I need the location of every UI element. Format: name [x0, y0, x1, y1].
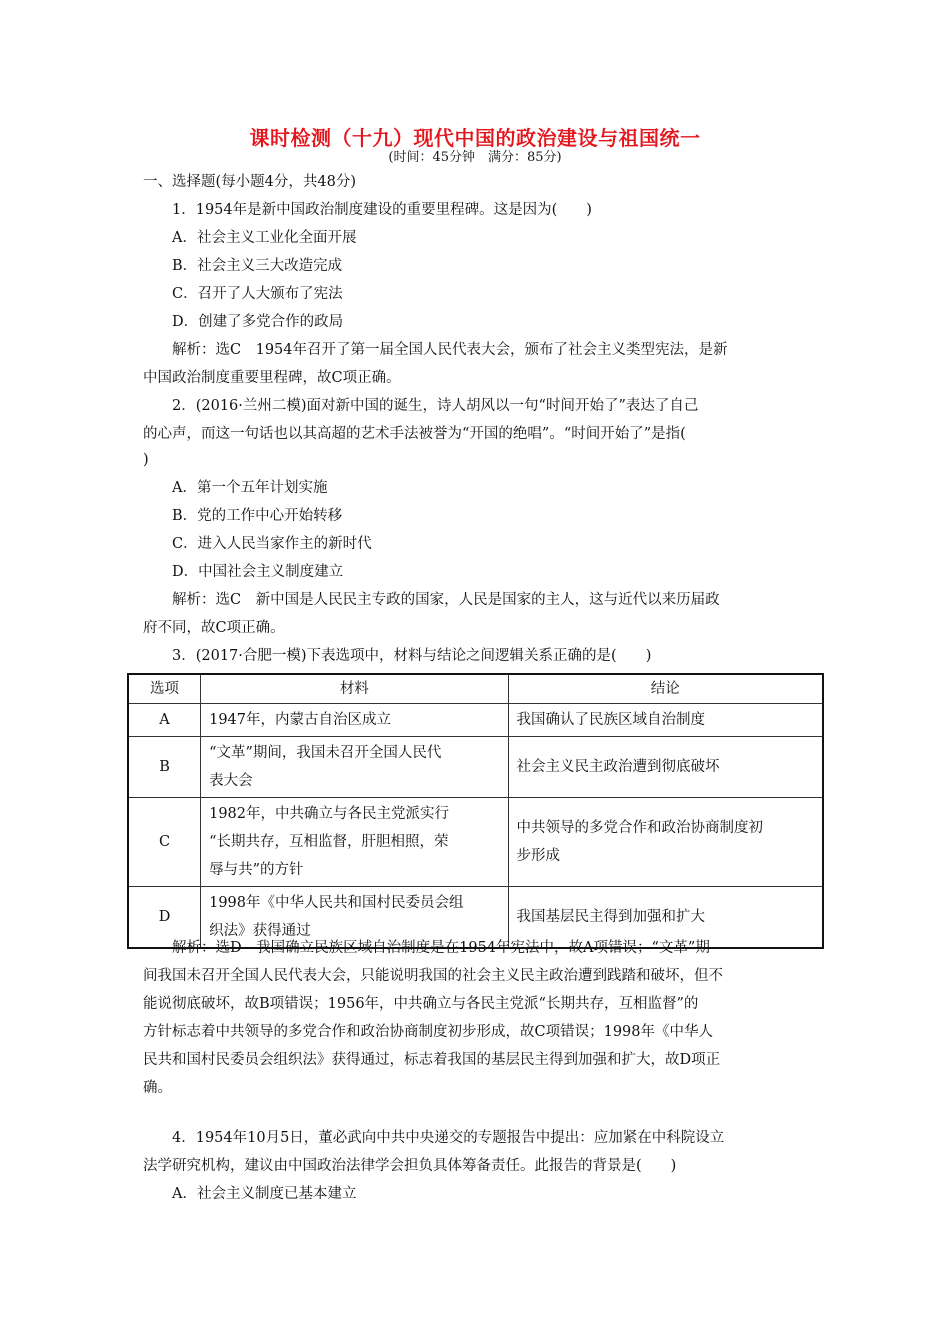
table-cell-conclusion: [508, 798, 823, 887]
question-3-analysis-line: 方针标志着中共领导的多党合作和政治协商制度初步形成，故C项错误；1998年《中华人: [143, 1024, 713, 1040]
table-cell-conclusion: [508, 704, 823, 737]
cell-line: 中共领导的多党合作和政治协商制度初: [516, 820, 764, 836]
page-subtitle: (时间：45分钟 满分：85分): [388, 150, 562, 165]
table-cell-option: A: [128, 704, 201, 737]
question-3-analysis-line: 民共和国村民委员会组织法》获得通过，标志着我国的基层民主得到加强和扩大，故D项正: [143, 1052, 721, 1068]
cell-line: 社会主义民主政治遭到彻底破坏: [516, 759, 720, 775]
page-title: 课时检测（十九）现代中国的政治建设与祖国统一: [249, 126, 701, 150]
cell-line: 1947年，内蒙古自治区成立: [209, 712, 391, 728]
table-cell-material: [201, 798, 508, 887]
cell-line: 1982年，中共确立与各民主党派实行: [209, 806, 449, 822]
table-cell-option: D: [128, 887, 201, 949]
question-1-option-b: B．社会主义三大改造完成: [172, 258, 343, 274]
table-cell-option: B: [128, 737, 201, 798]
table-row: [128, 798, 823, 887]
table-header-option: 选项: [128, 674, 201, 704]
question-4-option-a: A．社会主义制度已基本建立: [172, 1186, 357, 1202]
cell-line: “文革”期间，我国未召开全国人民代: [209, 745, 442, 761]
question-1-analysis-line: 解析：选C 1954年召开了第一届全国人民代表大会，颁布了社会主义类型宪法，是新: [172, 342, 728, 358]
table-row: [128, 737, 823, 798]
table-row: [128, 704, 823, 737]
question-1-option-c: C．召开了人大颁布了宪法: [172, 286, 343, 302]
cell-line: “长期共存，互相监督，肝胆相照，荣: [209, 834, 449, 850]
question-2-analysis-line: 解析：选C 新中国是人民民主专政的国家，人民是国家的主人，这与近代以来历届政: [172, 592, 720, 608]
cell-line: 我国基层民主得到加强和扩大: [516, 909, 706, 925]
question-2-option-b: B．党的工作中心开始转移: [172, 508, 343, 524]
table-cell-material: [201, 737, 508, 798]
question-3-analysis-line: 确。: [143, 1080, 172, 1096]
table-cell-conclusion: [508, 737, 823, 798]
question-3-analysis-line: 间我国未召开全国人民代表大会，只能说明我国的社会主义民主政治遭到践踏和破坏，但不: [143, 968, 723, 984]
cell-line: 我国确认了民族区域自治制度: [516, 712, 706, 728]
cell-line: 表大会: [209, 773, 253, 789]
question-1-option-d: D．创建了多党合作的政局: [172, 314, 344, 330]
question-1-option-a: A．社会主义工业化全面开展: [172, 230, 357, 246]
question-1-stem: 1．1954年是新中国政治制度建设的重要里程碑。这是因为( ): [172, 202, 592, 218]
table-cell-material: [201, 704, 508, 737]
question-2-analysis-line: 府不同，故C项正确。: [143, 620, 285, 636]
question-4-stem-line: 法学研究机构，建议由中国政治法律学会担负具体筹备责任。此报告的背景是( ): [143, 1158, 677, 1174]
question-3-analysis-line: 解析：选D 我国确立民族区域自治制度是在1954年宪法中，故A项错误；“文革”期: [172, 940, 710, 956]
question-4-stem-line: 4．1954年10月5日，董必武向中共中央递交的专题报告中提出：应加紧在中科院设立: [172, 1130, 725, 1146]
table-header-material: 材料: [201, 674, 508, 704]
question-2-stem-line: ): [143, 452, 149, 468]
question-1-analysis-line: 中国政治制度重要里程碑，故C项正确。: [143, 370, 401, 386]
options-table: [127, 673, 824, 949]
cell-line: 1998年《中华人民共和国村民委员会组: [209, 895, 464, 911]
table-header-row: [128, 674, 823, 704]
section-heading: 一、选择题(每小题4分，共48分): [143, 174, 356, 190]
question-3-stem: 3．(2017·合肥一模)下表选项中，材料与结论之间逻辑关系正确的是( ): [172, 648, 652, 664]
table-cell-option: C: [128, 798, 201, 887]
question-3-analysis-line: 能说彻底破坏，故B项错误；1956年，中共确立与各民主党派“长期共存，互相监督”的: [143, 996, 699, 1012]
question-2-option-d: D．中国社会主义制度建立: [172, 564, 344, 580]
cell-line: 步形成: [516, 848, 561, 864]
question-2-stem-line: 的心声，而这一句话也以其高超的艺术手法被誉为“开国的绝唱”。“时间开始了”是指(: [143, 426, 686, 442]
table-header-conclusion: 结论: [508, 674, 823, 704]
question-2-stem-line: 2．(2016·兰州二模)面对新中国的诞生，诗人胡风以一句“时间开始了”表达了自己: [172, 398, 699, 414]
question-2-option-a: A．第一个五年计划实施: [172, 480, 328, 496]
cell-line: 织法》获得通过: [209, 923, 311, 939]
cell-line: 辱与共”的方针: [209, 862, 304, 878]
question-2-option-c: C．进入人民当家作主的新时代: [172, 536, 372, 552]
